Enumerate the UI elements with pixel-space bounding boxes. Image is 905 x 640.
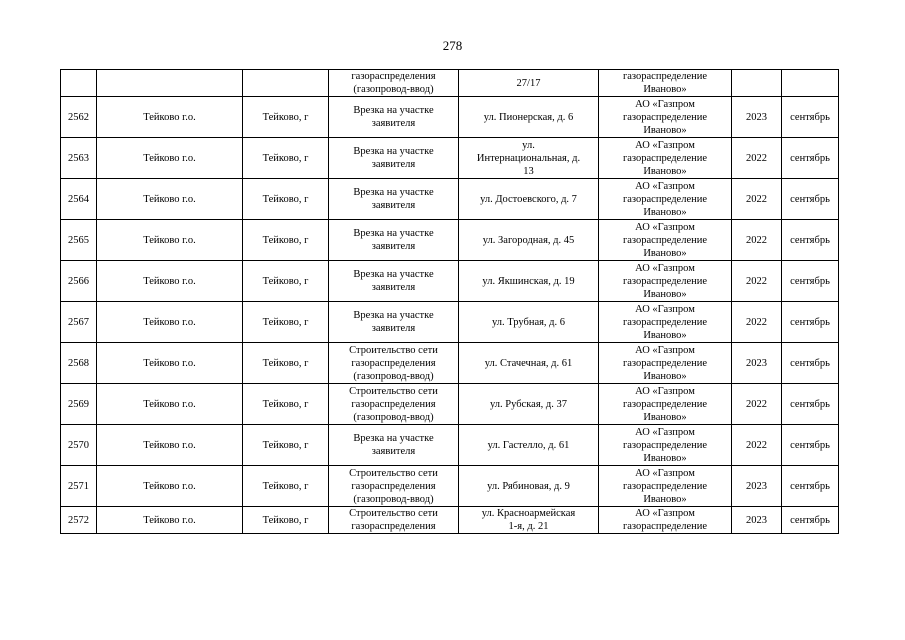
address-cell: ул. Достоевского, д. 7 — [459, 179, 599, 220]
operator-cell: АО «Газпром газораспределение Иваново» — [599, 384, 732, 425]
district-cell: Тейково г.о. — [97, 179, 243, 220]
year-cell: 2023 — [732, 97, 782, 138]
operator-cell: АО «Газпром газораспределение Иваново» — [599, 425, 732, 466]
locality-cell: Тейково, г — [243, 97, 329, 138]
locality-cell: Тейково, г — [243, 261, 329, 302]
year-cell: 2023 — [732, 466, 782, 507]
row-number-cell: 2565 — [61, 220, 97, 261]
operator-cell: АО «Газпром газораспределение Иваново» — [599, 179, 732, 220]
locality-cell: Тейково, г — [243, 343, 329, 384]
month-cell: сентябрь — [782, 302, 839, 343]
month-cell: сентябрь — [782, 425, 839, 466]
address-cell: ул. Якшинская, д. 19 — [459, 261, 599, 302]
address-cell: ул. Гастелло, д. 61 — [459, 425, 599, 466]
year-cell: 2022 — [732, 425, 782, 466]
locality-cell: Тейково, г — [243, 384, 329, 425]
table-row — [61, 343, 839, 384]
locality-cell: Тейково, г — [243, 466, 329, 507]
year-cell: 2022 — [732, 220, 782, 261]
address-cell: ул. Интернациональная, д. 13 — [459, 138, 599, 179]
work-type-cell: Врезка на участке заявителя — [329, 138, 459, 179]
address-cell: ул. Пионерская, д. 6 — [459, 97, 599, 138]
locality-cell: Тейково, г — [243, 138, 329, 179]
month-cell — [782, 70, 839, 97]
year-cell: 2023 — [732, 343, 782, 384]
table-row — [61, 97, 839, 138]
district-cell: Тейково г.о. — [97, 343, 243, 384]
district-cell: Тейково г.о. — [97, 425, 243, 466]
address-cell: 27/17 — [459, 70, 599, 97]
work-type-cell: Строительство сети газораспределения (газопровод-ввод) — [329, 343, 459, 384]
district-cell — [97, 70, 243, 97]
district-cell: Тейково г.о. — [97, 466, 243, 507]
work-type-cell: Строительство сети газораспределения (газопровод-ввод) — [329, 384, 459, 425]
table-row — [61, 384, 839, 425]
month-cell: сентябрь — [782, 384, 839, 425]
gas-works-table — [60, 69, 839, 534]
year-cell: 2022 — [732, 302, 782, 343]
table-row — [61, 302, 839, 343]
address-cell: ул. Стачечная, д. 61 — [459, 343, 599, 384]
table-row — [61, 70, 839, 97]
row-number-cell: 2567 — [61, 302, 97, 343]
month-cell: сентябрь — [782, 507, 839, 534]
page-number: 278 — [442, 38, 463, 53]
month-cell: сентябрь — [782, 97, 839, 138]
work-type-cell: газораспределения (газопровод-ввод) — [329, 70, 459, 97]
row-number-cell: 2572 — [61, 507, 97, 534]
table-row — [61, 179, 839, 220]
year-cell: 2023 — [732, 507, 782, 534]
district-cell: Тейково г.о. — [97, 97, 243, 138]
district-cell: Тейково г.о. — [97, 261, 243, 302]
operator-cell: газораспределение Иваново» — [599, 70, 732, 97]
row-number-cell: 2569 — [61, 384, 97, 425]
year-cell: 2022 — [732, 384, 782, 425]
district-cell: Тейково г.о. — [97, 507, 243, 534]
operator-cell: АО «Газпром газораспределение Иваново» — [599, 220, 732, 261]
work-type-cell: Строительство сети газораспределения (газопровод-ввод) — [329, 466, 459, 507]
district-cell: Тейково г.о. — [97, 384, 243, 425]
address-cell: ул. Красноармейская 1-я, д. 21 — [459, 507, 599, 534]
work-type-cell: Врезка на участке заявителя — [329, 220, 459, 261]
operator-cell: АО «Газпром газораспределение Иваново» — [599, 302, 732, 343]
locality-cell: Тейково, г — [243, 425, 329, 466]
district-cell: Тейково г.о. — [97, 220, 243, 261]
operator-cell: АО «Газпром газораспределение Иваново» — [599, 343, 732, 384]
work-type-cell: Врезка на участке заявителя — [329, 302, 459, 343]
work-type-cell: Врезка на участке заявителя — [329, 261, 459, 302]
table-row — [61, 466, 839, 507]
address-cell: ул. Трубная, д. 6 — [459, 302, 599, 343]
table-body — [61, 70, 839, 534]
work-type-cell: Строительство сети газораспределения — [329, 507, 459, 534]
year-cell: 2022 — [732, 179, 782, 220]
row-number-cell: 2571 — [61, 466, 97, 507]
locality-cell: Тейково, г — [243, 507, 329, 534]
address-cell: ул. Рябиновая, д. 9 — [459, 466, 599, 507]
operator-cell: АО «Газпром газораспределение Иваново» — [599, 466, 732, 507]
district-cell: Тейково г.о. — [97, 138, 243, 179]
table-row — [61, 220, 839, 261]
year-cell: 2022 — [732, 138, 782, 179]
locality-cell: Тейково, г — [243, 220, 329, 261]
table-row — [61, 261, 839, 302]
row-number-cell: 2563 — [61, 138, 97, 179]
work-type-cell: Врезка на участке заявителя — [329, 97, 459, 138]
table-row — [61, 507, 839, 534]
table-row — [61, 425, 839, 466]
locality-cell: Тейково, г — [243, 302, 329, 343]
year-cell — [732, 70, 782, 97]
operator-cell: АО «Газпром газораспределение Иваново» — [599, 138, 732, 179]
row-number-cell: 2564 — [61, 179, 97, 220]
month-cell: сентябрь — [782, 179, 839, 220]
month-cell: сентябрь — [782, 138, 839, 179]
row-number-cell: 2570 — [61, 425, 97, 466]
year-cell: 2022 — [732, 261, 782, 302]
month-cell: сентябрь — [782, 220, 839, 261]
month-cell: сентябрь — [782, 343, 839, 384]
row-number-cell: 2562 — [61, 97, 97, 138]
locality-cell: Тейково, г — [243, 179, 329, 220]
address-cell: ул. Загородная, д. 45 — [459, 220, 599, 261]
work-type-cell: Врезка на участке заявителя — [329, 425, 459, 466]
district-cell: Тейково г.о. — [97, 302, 243, 343]
operator-cell: АО «Газпром газораспределение — [599, 507, 732, 534]
month-cell: сентябрь — [782, 261, 839, 302]
address-cell: ул. Рубская, д. 37 — [459, 384, 599, 425]
row-number-cell: 2568 — [61, 343, 97, 384]
row-number-cell — [61, 70, 97, 97]
work-type-cell: Врезка на участке заявителя — [329, 179, 459, 220]
operator-cell: АО «Газпром газораспределение Иваново» — [599, 261, 732, 302]
locality-cell — [243, 70, 329, 97]
row-number-cell: 2566 — [61, 261, 97, 302]
operator-cell: АО «Газпром газораспределение Иваново» — [599, 97, 732, 138]
month-cell: сентябрь — [782, 466, 839, 507]
table-row — [61, 138, 839, 179]
